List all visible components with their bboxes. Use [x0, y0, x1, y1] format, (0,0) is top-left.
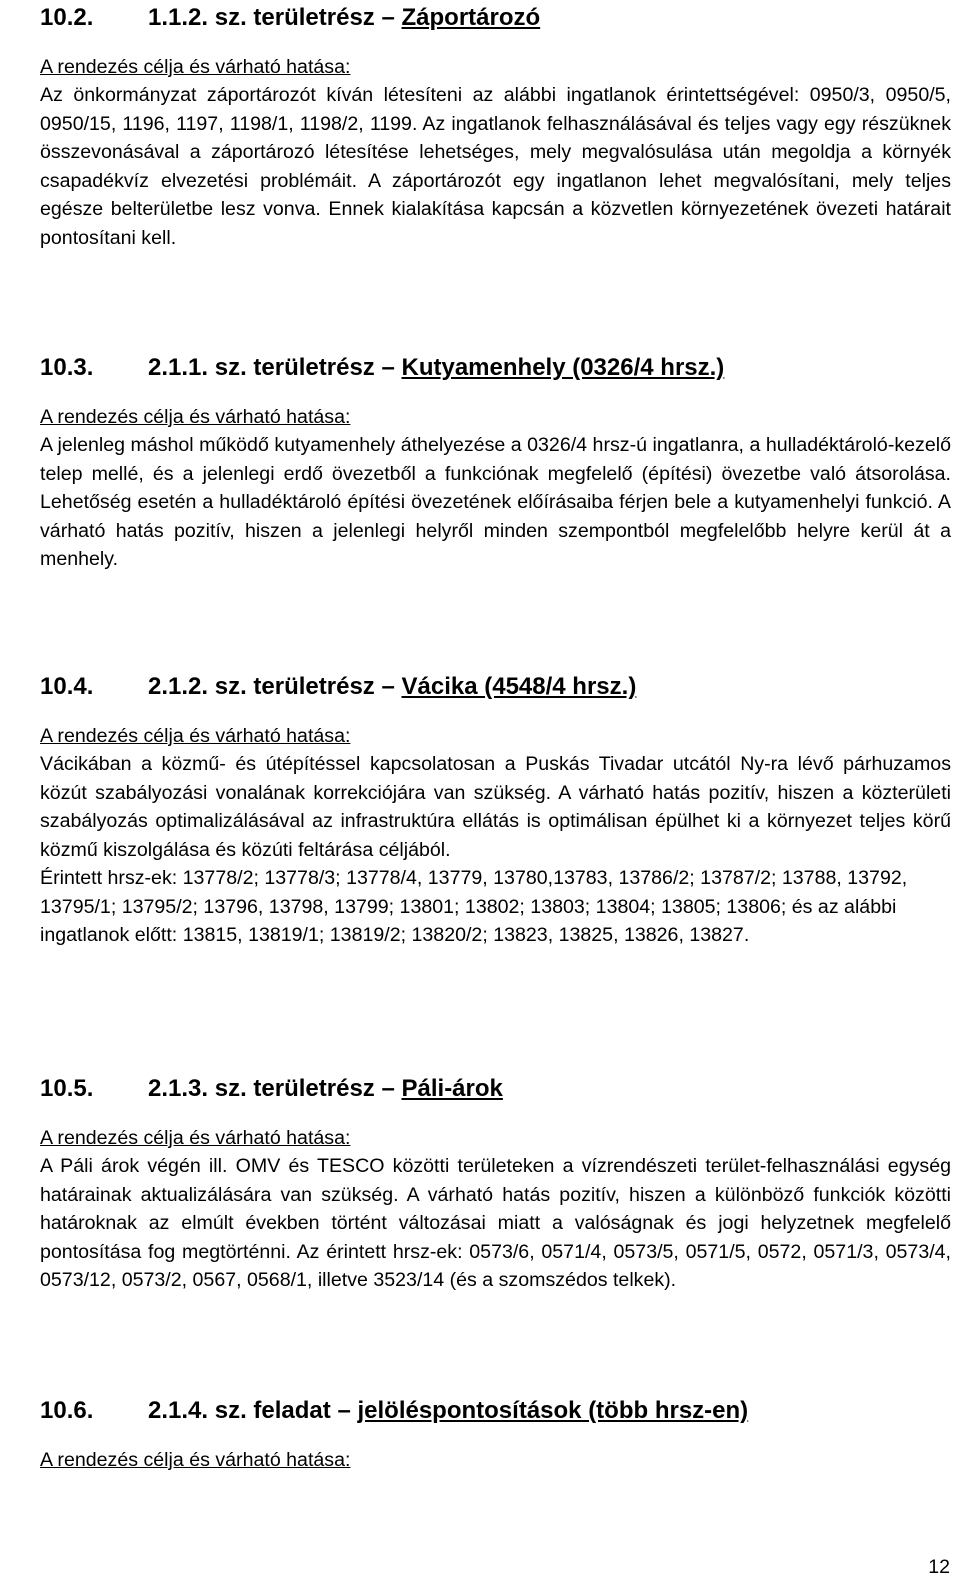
- heading-title: Páli-árok: [401, 1075, 503, 1102]
- section-10-5: [40, 1075, 951, 1295]
- section-10-6: [40, 1397, 951, 1474]
- section-number: 10.4.: [40, 673, 94, 700]
- section-label: A rendezés célja és várható hatása:: [40, 1449, 351, 1471]
- section-number: 10.3.: [40, 354, 94, 381]
- subsection-number: 1.1.2.: [148, 4, 209, 31]
- section-10-4: [40, 673, 951, 950]
- heading-dash: –: [381, 354, 395, 381]
- section-label: A rendezés célja és várható hatása:: [40, 1127, 351, 1149]
- heading-dash: –: [381, 673, 395, 700]
- heading-words: sz. területrész: [214, 4, 375, 31]
- heading-dash: –: [381, 1075, 395, 1102]
- section-heading: [40, 4, 951, 32]
- heading-title: Kutyamenhely (0326/4 hrsz.): [401, 354, 725, 381]
- section-10-3: [40, 354, 951, 574]
- section-paragraph: Érintett hrsz-ek: 13778/2; 13778/3; 13778/4, 13779, 13780,13783, 13786/2; 13787/2; 13788, 13792, 13795/1; 13795/2; 13796, 13798, 13799; 13801; 13802; 13803; 13804; 13805; 13806; és az alábbi ingatlanok előtt: 13815, 13819/1; 13819/2; 13820/2; 13823, 13825, 13826, 13827.: [40, 867, 908, 946]
- section-number: 10.5.: [40, 1075, 94, 1102]
- subsection-number: 2.1.3.: [148, 1075, 209, 1102]
- section-heading: [40, 673, 951, 701]
- section-label: A rendezés célja és várható hatása:: [40, 406, 351, 428]
- subsection-number: 2.1.2.: [148, 673, 209, 700]
- section-heading: [40, 1397, 951, 1425]
- heading-words: sz. területrész: [214, 673, 375, 700]
- section-10-2: [40, 4, 951, 252]
- heading-words: sz. feladat: [214, 1397, 331, 1424]
- section-paragraph: Az önkormányzat záportározót kíván létesíteni az alábbi ingatlanok érintettségével: 0950/3, 0950/5, 0950/15, 1196, 1197, 1198/1, 1198/2, 1199. Az ingatlanok felhasználásával és teljes vagy egy részüknek összevonásával a záportározó létesítése lehetséges, mely megvalósulása után megoldja a környék csapadékvíz elvezetési problémáit. A záportározót egy ingatlanon lehet megvalósítani, mely teljes egésze belterületbe lesz vonva. Ennek kialakítása kapcsán a közvetlen környezetének övezeti határait pontosítani kell.: [40, 84, 951, 249]
- section-number: 10.6.: [40, 1397, 94, 1424]
- heading-title: jelöléspontosítások (több hrsz-en): [357, 1397, 749, 1424]
- section-paragraph: A jelenleg máshol működő kutyamenhely áthelyezése a 0326/4 hrsz-ú ingatlanra, a hulladéktároló-kezelő telep mellé, és a jelenlegi erdő övezetből a funkciónak megfelelő (építési) övezetbe való átsorolása. Lehetőség esetén a hulladéktároló építési övezetének előírásaiba férjen bele a kutyamenhelyi funkció. A várható hatás pozitív, hiszen a jelenlegi helyről minden szempontból megfelelőbb helyre kerül át a menhely.: [40, 434, 951, 570]
- heading-title: Záportározó: [401, 4, 541, 31]
- heading-dash: –: [337, 1397, 351, 1424]
- section-number: 10.2.: [40, 4, 94, 31]
- subsection-number: 2.1.4.: [148, 1397, 209, 1424]
- section-heading: [40, 354, 951, 382]
- section-paragraph: A Páli árok végén ill. OMV és TESCO közötti területeken a vízrendészeti terület-felhasználási egység határainak aktualizálására van szükség. A várható hatás pozitív, hiszen a különböző funkciók közötti határoknak az elmúlt években történt változásai miatt a valóságnak és jogi helyzetnek megfelelő pontosítása fog megtörténni. Az érintett hrsz-ek: 0573/6, 0571/4, 0573/5, 0571/5, 0572, 0571/3, 0573/4, 0573/12, 0573/2, 0567, 0568/1, illetve 3523/14 (és a szomszédos telkek).: [40, 1155, 951, 1291]
- heading-words: sz. területrész: [214, 354, 375, 381]
- section-label: A rendezés célja és várható hatása:: [40, 56, 351, 78]
- heading-title: Vácika (4548/4 hrsz.): [401, 673, 637, 700]
- section-paragraph: Vácikában a közmű- és útépítéssel kapcsolatosan a Puskás Tivadar utcától Ny-ra lévő párhuzamos közút szabályozási vonalának korrekciójára van szükség. A várható hatás pozitív, hiszen a közterületi szabályozás optimalizálásával az infrastruktúra ellátás is optimálisan épülhet ki a környezet teljes körű közmű kiszolgálása és közúti feltárása céljából.: [40, 753, 951, 861]
- subsection-number: 2.1.1.: [148, 354, 209, 381]
- page-number: 12: [928, 1556, 950, 1578]
- section-heading: [40, 1075, 951, 1103]
- section-label: A rendezés célja és várható hatása:: [40, 725, 351, 747]
- heading-dash: –: [381, 4, 395, 31]
- heading-words: sz. területrész: [214, 1075, 375, 1102]
